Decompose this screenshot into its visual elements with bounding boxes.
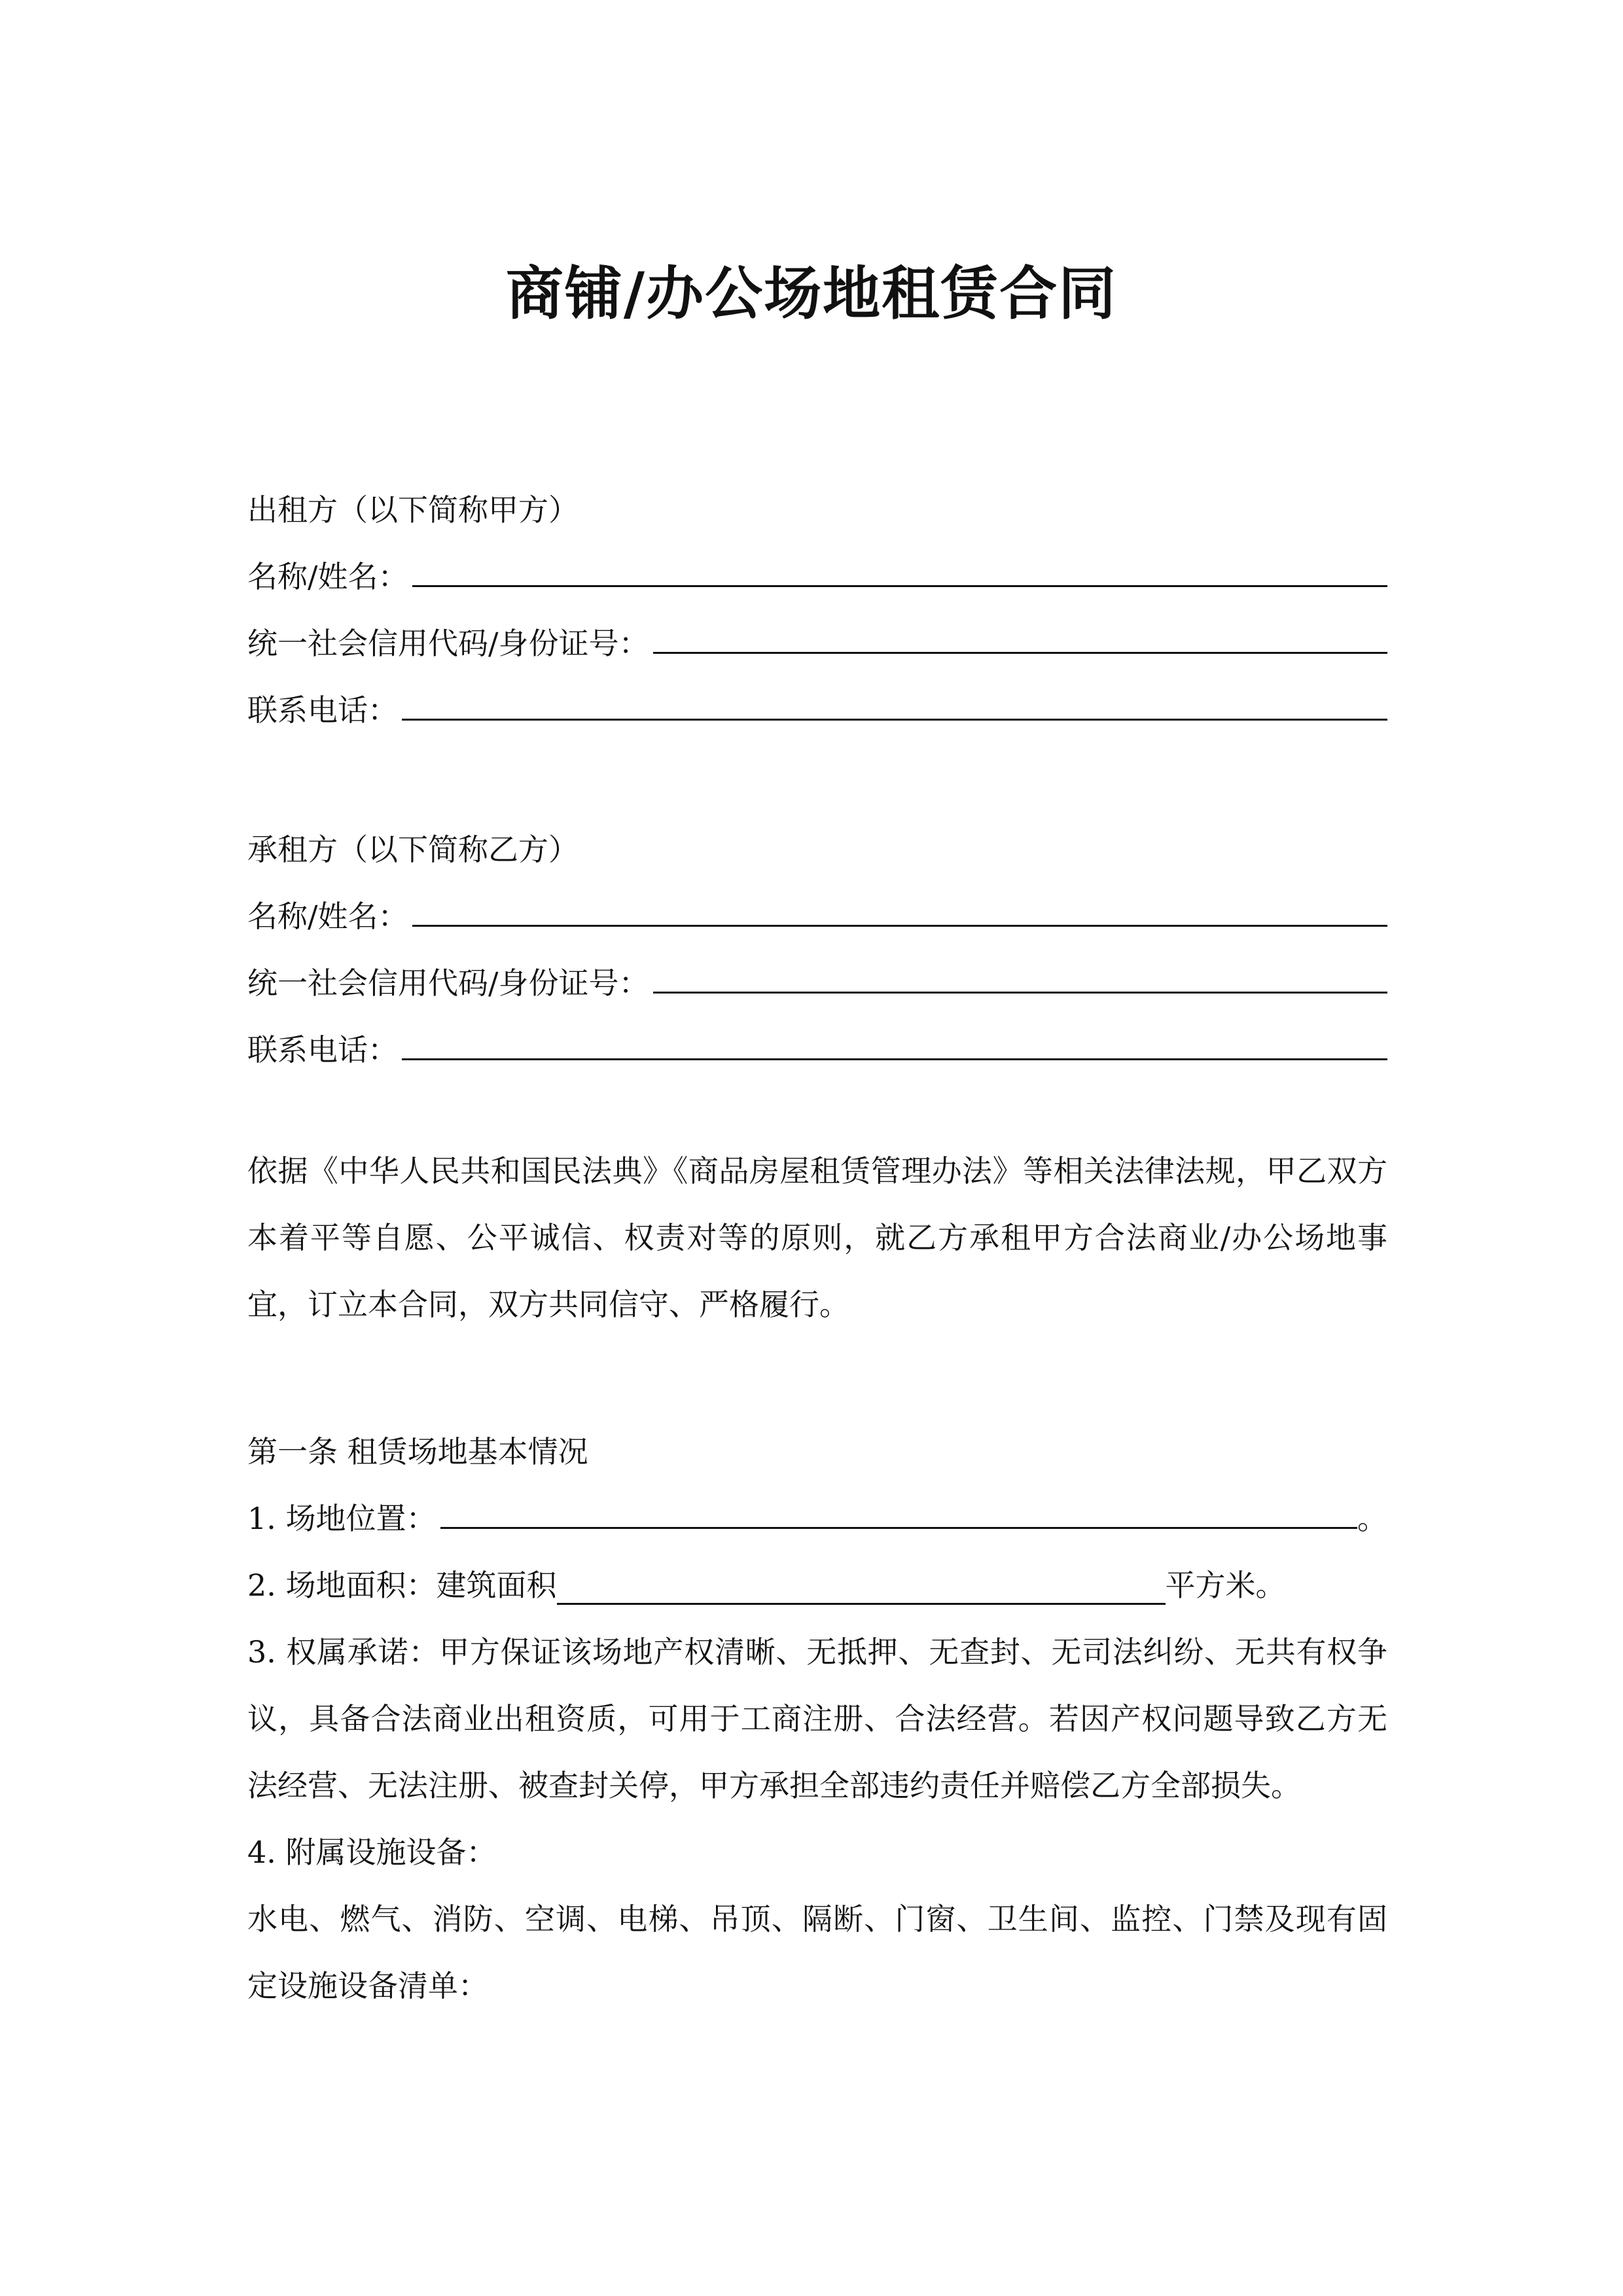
party-b-id-blank[interactable]	[653, 955, 1388, 994]
party-b-id-label: 统一社会信用代码/身份证号：	[247, 965, 649, 1001]
party-a-phone-blank[interactable]	[402, 682, 1387, 721]
party-a-section	[247, 476, 1387, 744]
party-b-section	[247, 816, 1387, 1083]
article-1-heading: 第一条 租赁场地基本情况	[247, 1434, 588, 1469]
party-b-phone-blank[interactable]	[402, 1022, 1387, 1060]
article-1-item-4-text: 水电、燃气、消防、空调、电梯、吊顶、隔断、门窗、卫生间、监控、门禁及现有固定设施设备清单：	[247, 1901, 1387, 2003]
preamble-paragraph: 依据《中华人民共和国民法典》《商品房屋租赁管理办法》等相关法律法规，甲乙双方本着平等自愿、公平诚信、权责对等的原则，就乙方承租甲方合法商业/办公场地事宜，订立本合同，双方共同信守、严格履行。	[247, 1153, 1387, 1322]
party-b-name-row	[247, 883, 1387, 950]
party-a-name-label: 名称/姓名：	[247, 559, 408, 594]
party-b-phone-label: 联系电话：	[247, 1032, 398, 1067]
article-1-item-1	[247, 1485, 1387, 1552]
site-area-blank[interactable]	[557, 1566, 1166, 1605]
article-1-item-3: 3. 权属承诺：甲方保证该场地产权清晰、无抵押、无查封、无司法纠纷、无共有权争议，具备合法商业出租资质，可用于工商注册、合法经营。若因产权问题导致乙方无法经营、无法注册、被查封关停，甲方承担全部违约责任并赔偿乙方全部损失。	[247, 1634, 1387, 1803]
party-b-phone-row	[247, 1016, 1387, 1083]
party-a-name-blank[interactable]	[412, 548, 1388, 587]
party-a-name-row	[247, 543, 1387, 610]
party-a-id-blank[interactable]	[653, 615, 1388, 654]
document-title: 商铺/办公场地租赁合同	[505, 259, 1118, 327]
party-b-name-label: 名称/姓名：	[247, 899, 408, 934]
site-location-blank[interactable]	[440, 1490, 1357, 1529]
site-area-label: 2. 场地面积：建筑面积	[247, 1568, 557, 1603]
party-a-phone-row	[247, 677, 1387, 744]
article-1-item-2	[247, 1552, 1387, 1619]
site-location-label: 1. 场地位置：	[247, 1501, 437, 1536]
party-b-id-row	[247, 950, 1387, 1016]
party-b-heading: 承租方（以下简称乙方）	[247, 832, 579, 867]
site-location-suffix: 。	[1357, 1501, 1387, 1536]
article-1-item-4: 4. 附属设施设备：	[247, 1835, 497, 1870]
party-a-id-row	[247, 610, 1387, 677]
party-a-heading: 出租方（以下简称甲方）	[247, 492, 579, 528]
party-b-name-blank[interactable]	[412, 888, 1388, 927]
article-1-section	[247, 1418, 1387, 2019]
site-area-suffix: 平方米。	[1165, 1568, 1286, 1603]
party-a-phone-label: 联系电话：	[247, 692, 398, 728]
party-a-id-label: 统一社会信用代码/身份证号：	[247, 626, 649, 661]
